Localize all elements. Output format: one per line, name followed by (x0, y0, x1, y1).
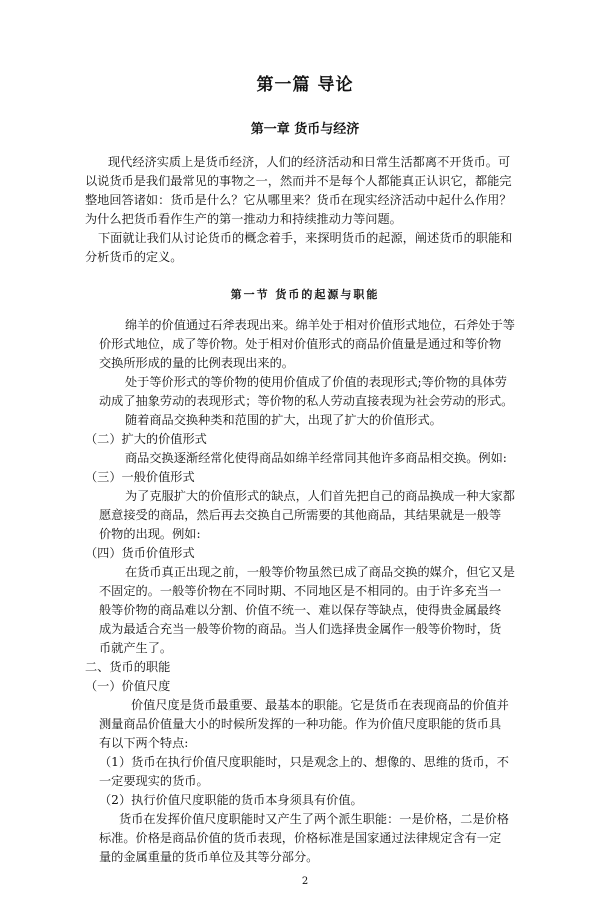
text-line: 般等价物的商品难以分割、价值不统一、难以保存等缺点，使得贵金属最终 (99, 603, 502, 617)
chapter-title: 第一章 货币与经济 (250, 122, 360, 137)
text-line: 整地回答诸如：货币是什么？它从哪里来？货币在现实经济活动中起什么作用？ (85, 193, 512, 207)
text-line: 一定要现实的货币。 (99, 774, 209, 788)
subheading: （三）一般价值形式 (85, 470, 195, 484)
page-number: 2 (301, 876, 309, 887)
text-line: 价形式地位，成了等价物。处于相对价值形式的商品价值量是通过和等价物 (99, 337, 502, 351)
text-line: 为了克服扩大的价值形式的缺点，人们首先把自己的商品换成一种大家都 (125, 489, 515, 503)
text-line: 随着商品交换种类和范围的扩大，出现了扩大的价值形式。 (125, 413, 442, 427)
subheading: （二）扩大的价值形式 (85, 432, 207, 446)
text-line: 为什么把货币看作生产的第一推动力和持续推动力等问题。 (85, 212, 402, 226)
text-line: 测量商品价值量大小的时候所发挥的一种功能。作为价值尺度职能的货币具 (99, 717, 502, 731)
subheading: （一）价值尺度 (85, 679, 171, 693)
text-line: 处于等价形式的等价物的使用价值成了价值的表现形式;等价物的具体劳 (125, 375, 507, 389)
text-line: 量的金属重量的货币单位及其等分部分。 (99, 850, 319, 864)
text-line: 有以下两个特点: (99, 736, 189, 750)
text-line: 绵羊的价值通过石斧表现出来。绵羊处于相对价值形式地位，石斧处于等 (125, 318, 515, 332)
text-line: 下面就让我们从讨论货币的概念着手，来探明货币的起源，阐述货币的职能和 (98, 231, 513, 245)
text-line: 现代经济实质上是货币经济，人们的经济活动和日常生活都离不开货币。可 (108, 155, 511, 169)
subheading: 二、货币的职能 (85, 660, 171, 674)
text-line: （2）执行价值尺度职能的货币本身须具有价值。 (99, 793, 363, 807)
text-line: 价物的出现。例如: (99, 527, 201, 541)
text-line: 币就产生了。 (99, 641, 173, 655)
text-line: 成为最适合充当一般等价物的商品。当人们选择贵金属作一般等价物时，货 (99, 622, 502, 636)
text-line: 愿意接受的商品，然后再去交换自己所需要的其他商品，其结果就是一般等 (99, 508, 502, 522)
text-line: 不固定的。一般等价物在不同时期、不同地区是不相同的。由于许多充当一 (99, 584, 502, 598)
text-line: 货币在发挥价值尺度职能时又产生了两个派生职能：一是价格，二是价格 (119, 812, 509, 826)
text-line: 动成了抽象劳动的表现形式；等价物的私人劳动直接表现为社会劳动的形式。 (99, 394, 514, 408)
text-line: 价值尺度是货币最重要、最基本的职能。它是货币在表现商品的价值并 (131, 698, 509, 712)
text-line: 商品交换逐渐经常化使得商品如绵羊经常同其他许多商品相交换。例如: (125, 451, 507, 465)
part-title: 第一篇 导论 (256, 75, 354, 95)
text-line: 分析货币的定义。 (85, 250, 183, 264)
text-line: 以说货币是我们最常见的事物之一，然而并不是每个人都能真正认识它，都能完 (85, 174, 512, 188)
text-line: （1）货币在执行价值尺度职能时，只是观念上的、想像的、思维的货币，不 (99, 755, 509, 769)
text-line: 标准。价格是商品价值的货币表现，价格标准是国家通过法律规定含有一定 (99, 831, 502, 845)
section-title: 第一节 货币的起源与职能 (230, 288, 380, 301)
subheading: （四）货币价值形式 (85, 546, 195, 560)
text-line: 在货币真正出现之前，一般等价物虽然已成了商品交换的媒介，但它又是 (125, 565, 515, 579)
text-line: 交换所形成的量的比例表现出来的。 (99, 356, 294, 370)
